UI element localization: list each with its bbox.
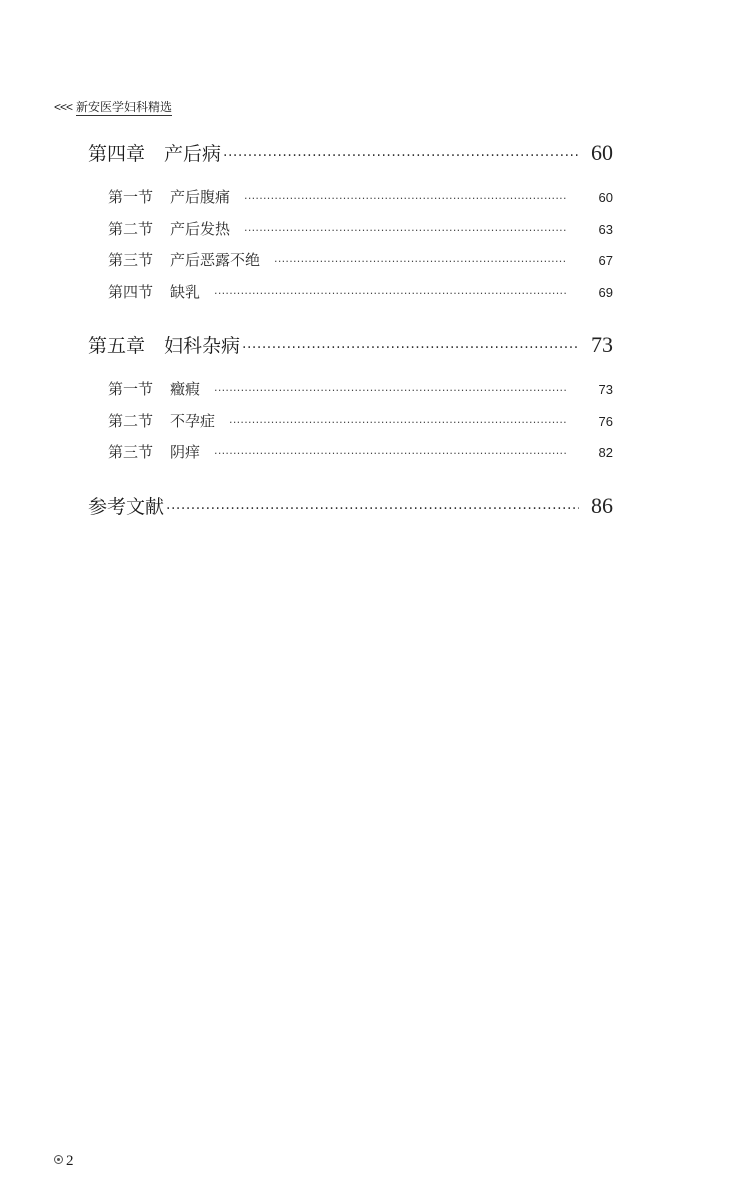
dot-leader [214, 375, 567, 407]
toc-section[interactable] [108, 277, 613, 309]
dot-leader [274, 246, 567, 278]
section-title: 产后腹痛 [170, 188, 231, 206]
dot-leader [242, 333, 579, 363]
section-number: 第三节 [108, 443, 154, 461]
dot-leader [229, 407, 567, 439]
chapter-page: 73 [591, 332, 613, 357]
running-head-marks: <<< [54, 100, 73, 114]
section-title: 缺乳 [170, 282, 201, 301]
toc-section[interactable] [108, 406, 613, 438]
toc-references[interactable] [88, 491, 613, 521]
dot-leader [223, 141, 579, 171]
section-page: 63 [598, 221, 613, 237]
section-page: 60 [598, 190, 613, 205]
section-number: 第一节 [108, 188, 154, 206]
section-title: 癥瘕 [170, 380, 201, 398]
section-page: 67 [598, 253, 613, 268]
running-head [54, 99, 172, 115]
toc-section[interactable] [108, 214, 613, 246]
toc-section[interactable] [108, 245, 613, 277]
section-page: 76 [598, 413, 613, 429]
toc-section[interactable] [108, 437, 613, 469]
page-number: 2 [66, 1153, 74, 1169]
chapter-number: 第五章 [88, 335, 146, 357]
section-page: 69 [598, 284, 613, 300]
chapter-page: 60 [591, 140, 613, 165]
section-page: 73 [598, 382, 613, 397]
section-title: 产后发热 [170, 219, 231, 238]
section-number: 第三节 [108, 251, 154, 269]
section-title: 阴痒 [170, 443, 201, 461]
section-title: 产后恶露不绝 [170, 251, 261, 269]
section-number: 第一节 [108, 380, 154, 398]
page-footer [54, 1152, 74, 1170]
section-number: 第二节 [108, 411, 154, 430]
section-number: 第四节 [108, 282, 154, 301]
dot-leader [244, 183, 567, 215]
dot-leader [166, 494, 579, 524]
circle-dot-icon [54, 1155, 63, 1164]
section-page: 82 [598, 445, 613, 460]
table-of-contents [88, 138, 613, 521]
references-page: 86 [591, 492, 613, 518]
chapter-number: 第四章 [88, 143, 146, 165]
dot-leader [214, 278, 567, 310]
toc-chapter-5[interactable] [88, 330, 613, 360]
dot-leader [244, 215, 567, 247]
toc-section[interactable] [108, 374, 613, 406]
toc-chapter-4[interactable] [88, 138, 613, 168]
dot-leader [214, 438, 567, 470]
toc-section[interactable] [108, 182, 613, 214]
references-title: 参考文献 [88, 495, 165, 518]
book-title: 新安医学妇科精选 [76, 100, 173, 114]
chapter-title: 产后病 [164, 143, 222, 165]
section-number: 第二节 [108, 219, 154, 238]
section-title: 不孕症 [170, 411, 216, 430]
chapter-title: 妇科杂病 [164, 335, 241, 357]
